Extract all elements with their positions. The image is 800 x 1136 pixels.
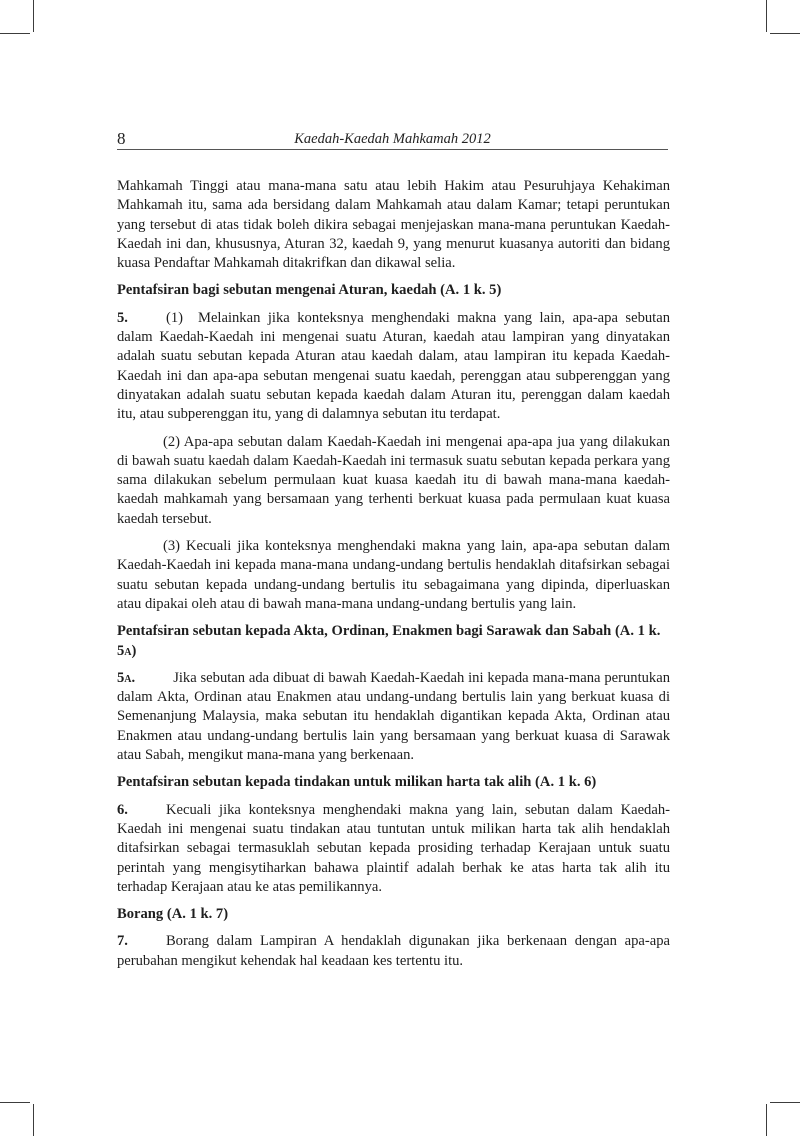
page-content: [117, 177, 670, 979]
section-5-heading: Pentafsiran bagi sebutan mengenai Aturan, kaedah (A. 1 k. 5): [117, 282, 502, 299]
section-5-paragraph-3: (3) Kecuali jika konteksnya menghendaki makna yang lain, apa-apa sebutan dalam Kaedah-Kaedah ini kepada mana-mana undang-undang bertulis hendaklah ditafsirkan sebagai suatu sebutan kepada undang-undang bertulis itu sebagaimana yang dipinda, diperluaskan atau dipakai oleh atau di bawah mana-mana undang-undang bertulis yang lain.: [117, 538, 670, 612]
section-5a-number-end: .: [131, 669, 136, 686]
crop-mark-bottom-left-vertical: [33, 1104, 34, 1136]
section-6-text: Kecuali jika konteksnya menghendaki makna yang lain, sebutan dalam Kaedah-Kaedah ini mengenai suatu tindakan atau tuntutan untuk milikan harta tak alih hendaklah ditafsirkan sebagai termasuklah sebutan kepada prosiding terhadap Kerajaan untuk suatu perintah yang mengisytiharkan bahawa plaintif adalah berhak ke atas harta tak alih itu terhadap Kerajaan atau ke atas pemilikannya.: [117, 801, 670, 895]
section-6-number: 6.: [117, 801, 128, 818]
section-6-paragraph: [117, 801, 670, 897]
section-5-paragraph-1: [117, 309, 670, 425]
section-5a-number-suffix: a: [124, 669, 132, 686]
crop-mark-bottom-right-vertical: [766, 1104, 767, 1136]
section-5a-heading: [117, 622, 670, 661]
section-5a-heading-suffix: a: [124, 642, 132, 659]
section-5-p1-marker: (1): [165, 309, 183, 326]
section-5-p1-text: Melainkan jika konteksnya menghendaki makna yang lain, apa-apa sebutan dalam Kaedah-Kaedah ini mengenai suatu Aturan, kaedah atau lampiran yang dinyatakan adalah suatu sebutan kepada Aturan atau kaedah dalam, atau lampiran itu kepada Kaedah-Kaedah ini dan apa-apa sebutan mengenai suatu kaedah, perenggan atau subperenggan yang dinyatakan adalah suatu sebutan kepada kaedah dalam Aturan itu, perenggan dalam kaedah itu, atau subperenggan itu, yang di dalamnya sebutan itu terdapat.: [117, 309, 671, 423]
section-5a-heading-end: ): [131, 642, 137, 659]
section-5a-text: Jika sebutan ada dibuat di bawah Kaedah-Kaedah ini kepada mana-mana peruntukan dalam Akta, Ordinan atau Enakmen atau undang-undang bertulis lain yang berkuat kuasa di Semenanjung Malaysia, maka sebutan itu hendaklah digantikan kepada Akta, Ordinan atau Enakmen atau undang-undang bertulis lain yang bersamaan yang berkuat kuasa di Sarawak atau Sabah, mengikut mana-mana yang berkenaan.: [117, 669, 670, 764]
intro-paragraph: Mahkamah Tinggi atau mana-mana satu atau lebih Hakim atau Pesuruhjaya Kehakiman Mahkamah itu, sama ada bersidang dalam Mahkamah atau dalam Kamar; tetapi peruntukan yang tersebut di atas tidak boleh dikira sebagai menjejaskan mana-mana peruntukan Kaedah-Kaedah ini dan, khususnya, Aturan 32, kaedah 9, yang menurut kuasanya autoriti dan bidang kuasa Pendaftar Mahkamah ditakrifkan dan dikawal selia.: [117, 178, 670, 272]
section-5-number: 5.: [117, 309, 128, 326]
page-number: 8: [117, 129, 126, 148]
crop-mark-bottom-right-horizontal: [770, 1102, 800, 1103]
section-7-paragraph: [117, 932, 670, 971]
section-7-number: 7.: [117, 933, 128, 950]
running-title: Kaedah-Kaedah Mahkamah 2012: [294, 131, 491, 147]
crop-mark-top-right-horizontal: [770, 33, 800, 34]
section-5a-number: [117, 670, 135, 686]
crop-mark-top-left-horizontal: [0, 33, 30, 34]
section-7-heading: Borang (A. 1 k. 7): [117, 906, 229, 923]
section-5a-paragraph: [117, 669, 670, 765]
running-header: [117, 129, 668, 150]
section-7-text: Borang dalam Lampiran A hendaklah digunakan jika berkenaan dengan apa-apa perubahan mengikut kehendak hal keadaan kes tertentu itu.: [117, 933, 670, 969]
section-5a-number-main: 5: [117, 669, 125, 686]
crop-mark-top-left-vertical: [33, 0, 34, 32]
section-6-heading: Pentafsiran sebutan kepada tindakan untuk milikan harta tak alih (A. 1 k. 6): [117, 774, 597, 791]
section-5a-heading-main: Pentafsiran sebutan kepada Akta, Ordinan, Enakmen bagi Sarawak dan Sabah (A. 1 k. 5: [117, 623, 661, 659]
crop-mark-bottom-left-horizontal: [0, 1102, 30, 1103]
section-5-paragraph-2: (2) Apa-apa sebutan dalam Kaedah-Kaedah ini mengenai apa-apa jua yang dilakukan di bawah suatu kaedah dalam Kaedah-Kaedah ini termasuk suatu sebutan kepada perkara yang sama dilakukan sebelum permulaan kuat kuasa kaedah itu di bawah mana-mana kaedah-kaedah mahkamah yang bersamaan yang terhenti berkuat kuasa pada permulaan kuat kuasa kaedah tersebut.: [117, 433, 670, 527]
crop-mark-top-right-vertical: [766, 0, 767, 32]
